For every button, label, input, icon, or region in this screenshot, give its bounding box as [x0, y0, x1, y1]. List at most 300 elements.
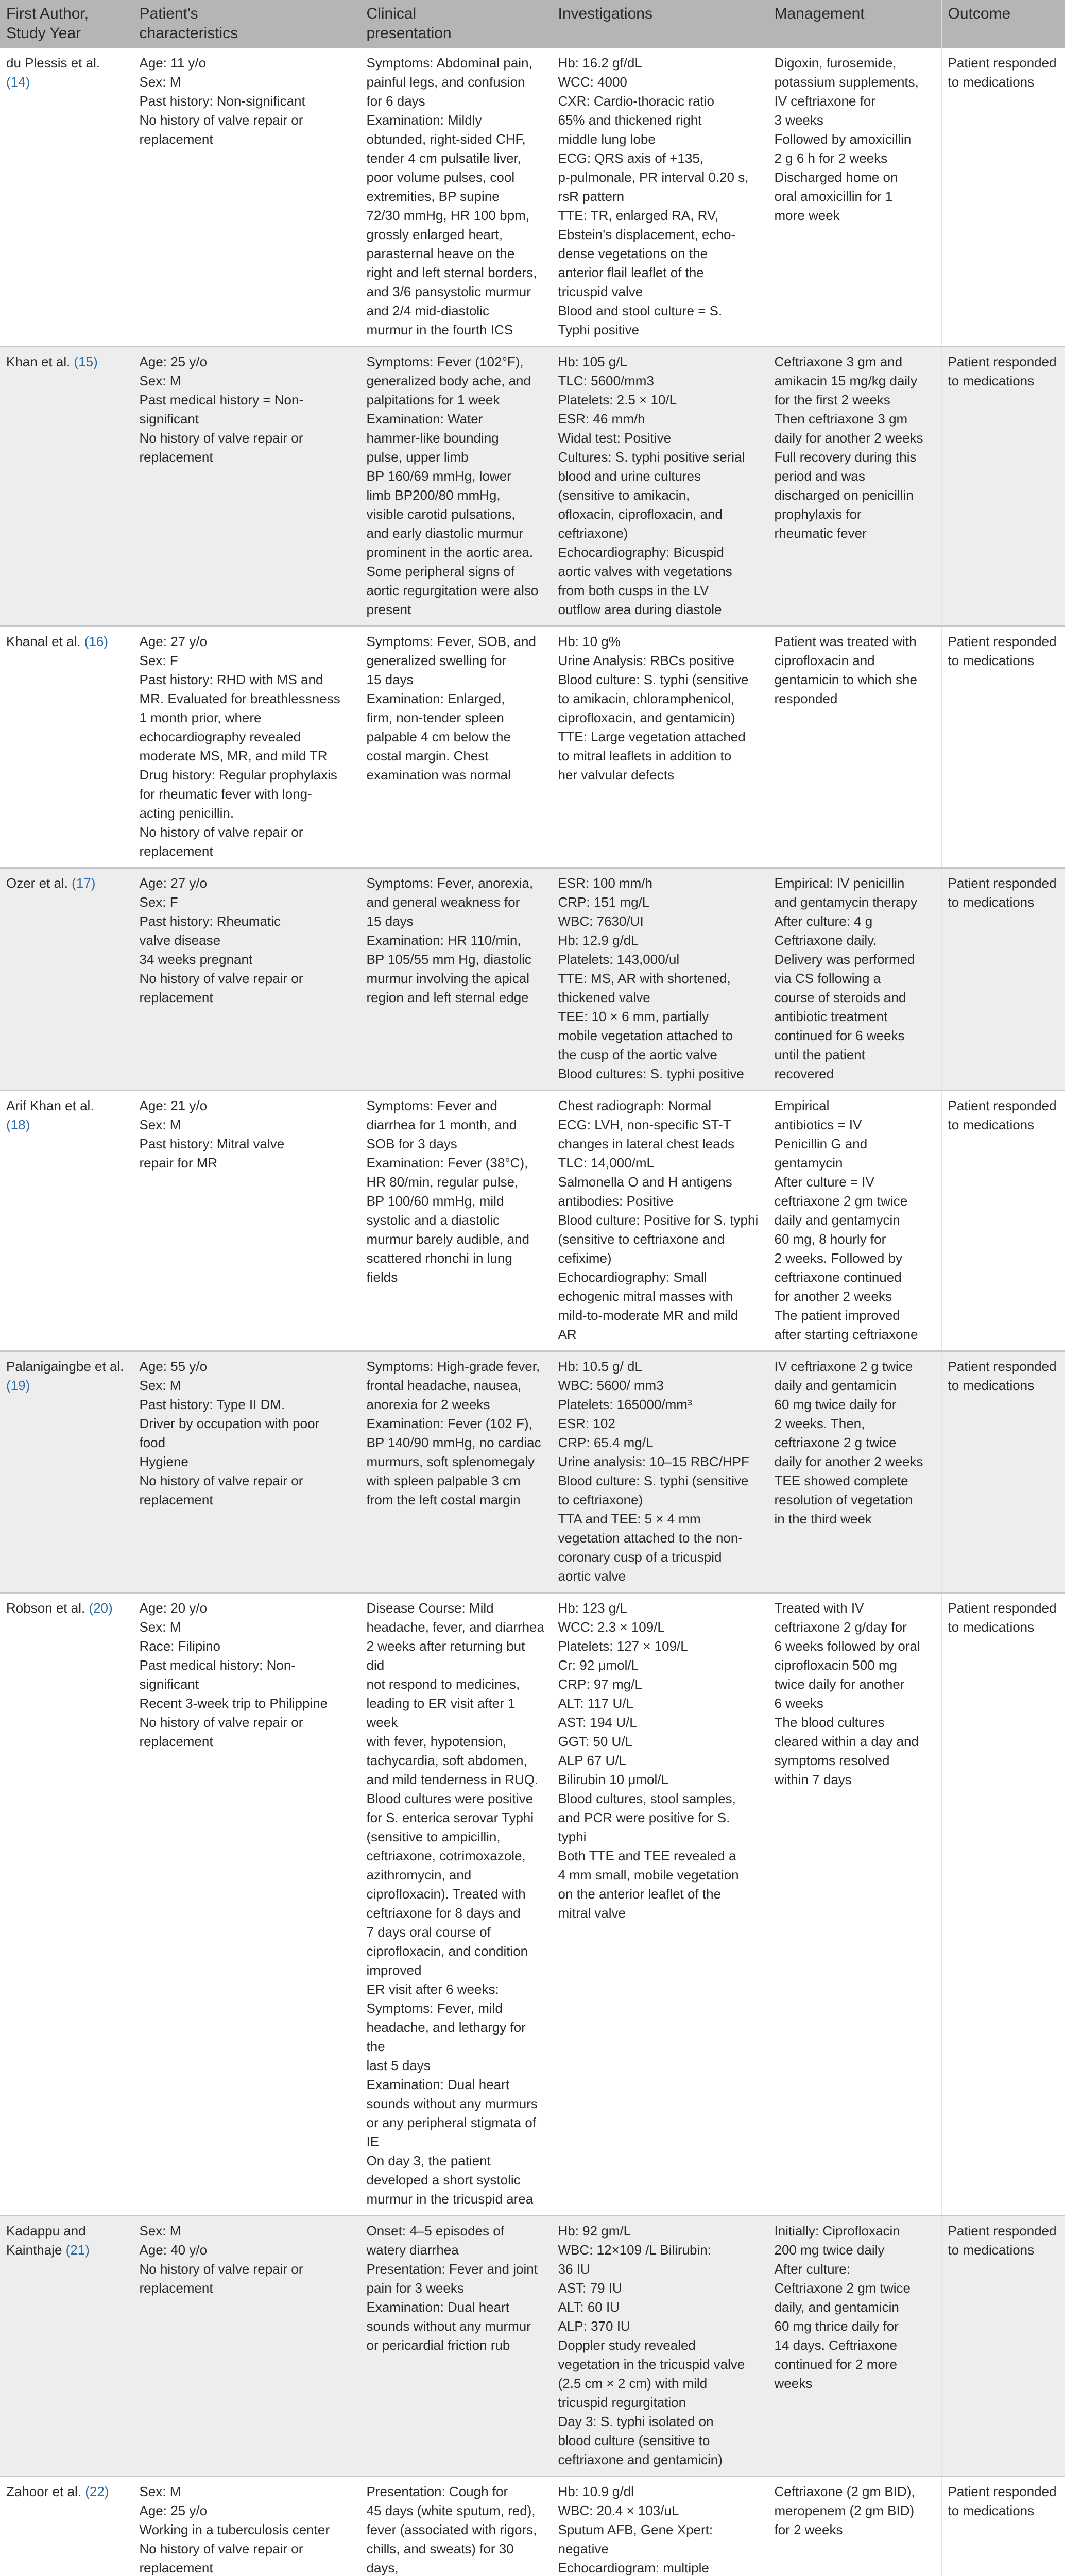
author-text: Robson et al.	[6, 1600, 89, 1616]
presentation-line: 7 days oral course of	[366, 1924, 491, 1940]
investigations-line: ECG: LVH, non-specific ST-T	[558, 1117, 731, 1132]
investigations-line: changes in lateral chest leads	[558, 1136, 735, 1151]
investigations-line: Bilirubin 10 μmol/L	[558, 1772, 668, 1787]
investigations-line: 4 mm small, mobile vegetation	[558, 1867, 739, 1883]
investigations-line: CRP: 65.4 mg/L	[558, 1435, 654, 1450]
characteristics-line: Recent 3-week trip to Philippine	[139, 1696, 328, 1711]
presentation-cell	[360, 48, 552, 347]
outcome-line: to medications	[948, 1619, 1035, 1635]
presentation-line: palpitations for 1 week	[366, 392, 500, 408]
management-line: antibiotic treatment	[774, 1009, 888, 1024]
presentation-line: pain for 3 weeks	[366, 2280, 464, 2296]
presentation-line: poor volume pulses, cool	[366, 170, 515, 185]
management-line: prophylaxis for	[774, 506, 862, 522]
presentation-line: ciprofloxacin, and condition	[366, 1943, 528, 1959]
outcome-line: Patient responded	[948, 1098, 1057, 1113]
header-presentation	[360, 0, 552, 48]
management-line: Ceftriaxone (2 gm BID),	[774, 2484, 915, 2499]
investigations-line: WBC: 5600/ mm3	[558, 1378, 664, 1393]
table-row	[0, 1091, 1065, 1351]
outcome-cell	[941, 1091, 1065, 1351]
presentation-line: visible carotid pulsations,	[366, 506, 516, 522]
presentation-line: with spleen palpable 3 cm	[366, 1473, 521, 1488]
characteristics-line: replacement	[139, 131, 213, 147]
management-line: Ceftriaxone 2 gm twice	[774, 2280, 911, 2296]
characteristics-line: Past history: Type II DM.	[139, 1397, 285, 1412]
presentation-line: not respond to medicines,	[366, 1676, 520, 1692]
investigations-line: ciprofloxacin, and gentamicin)	[558, 710, 735, 725]
investigations-cell	[552, 868, 768, 1091]
characteristics-line: Driver by occupation with poor	[139, 1416, 320, 1431]
presentation-line: On day 3, the patient	[366, 2153, 491, 2168]
reference-link[interactable]: (19)	[6, 1378, 30, 1393]
management-line: amikacin 15 mg/kg daily	[774, 373, 917, 388]
characteristics-line: Drug history: Regular prophylaxis	[139, 767, 337, 783]
investigations-line: ESR: 102	[558, 1416, 615, 1431]
investigations-line: CRP: 151 mg/L	[558, 894, 650, 910]
management-line: 6 weeks followed by oral	[774, 1638, 920, 1654]
investigations-line: ESR: 100 mm/h	[558, 875, 653, 891]
characteristics-cell	[133, 2216, 360, 2477]
presentation-line: leading to ER visit after 1 week	[366, 1696, 516, 1730]
header-characteristics	[133, 0, 360, 48]
investigations-line: WBC: 7630/UI	[558, 913, 644, 929]
author-text: Zahoor et al.	[6, 2484, 85, 2499]
presentation-line: Symptoms: High-grade fever,	[366, 1359, 540, 1374]
investigations-line: vegetation in the tricuspid valve	[558, 2357, 745, 2372]
characteristics-line: acting penicillin.	[139, 805, 234, 821]
investigations-line: mild-to-moderate MR and mild	[558, 1308, 738, 1323]
reference-link[interactable]: (20)	[89, 1600, 113, 1616]
presentation-cell	[360, 626, 552, 868]
header-text: Outcome	[948, 5, 1011, 22]
management-line: course of steroids and	[774, 990, 906, 1005]
management-line: gentamicin to which she	[774, 672, 917, 687]
author-cell	[0, 1593, 133, 2216]
management-line: Empirical: IV penicillin	[774, 875, 905, 891]
header-author	[0, 0, 133, 48]
presentation-line: Examination: Fever (38°C),	[366, 1155, 528, 1171]
outcome-cell	[941, 2477, 1065, 2576]
header-row	[0, 0, 1065, 48]
presentation-cell	[360, 347, 552, 626]
characteristics-line: replacement	[139, 2280, 213, 2296]
management-line: daily and gentamycin	[774, 1212, 900, 1228]
author-text: Arif Khan et al.	[6, 1098, 94, 1113]
presentation-cell	[360, 1593, 552, 2216]
author-text: Kainthaje	[6, 2242, 66, 2258]
table-row	[0, 1593, 1065, 2216]
management-line: 6 weeks	[774, 1696, 823, 1711]
presentation-line: Examination: Mildly	[366, 112, 482, 128]
characteristics-line: Sex: M	[139, 2223, 181, 2239]
characteristics-line: Past history: Non-significant	[139, 93, 305, 109]
investigations-line: ALP: 370 IU	[558, 2318, 630, 2334]
presentation-line: hammer-like bounding	[366, 430, 499, 446]
management-cell	[768, 347, 941, 626]
presentation-line: pulse, upper limb	[366, 449, 469, 465]
presentation-line: azithromycin, and	[366, 1867, 472, 1883]
reference-link[interactable]: (17)	[72, 875, 96, 891]
investigations-line: TLC: 5600/mm3	[558, 373, 654, 388]
header-text: Study Year	[6, 25, 81, 42]
investigations-line: ALP 67 U/L	[558, 1753, 627, 1768]
investigations-line: Cr: 92 μmol/L	[558, 1657, 639, 1673]
management-cell	[768, 626, 941, 868]
management-line: in the third week	[774, 1511, 872, 1527]
header-text: Investigations	[558, 5, 652, 22]
presentation-line: tachycardia, soft abdomen,	[366, 1753, 527, 1768]
investigations-line: Widal test: Positive	[558, 430, 672, 446]
outcome-line: to medications	[948, 373, 1035, 388]
presentation-line: Presentation: Cough for	[366, 2484, 508, 2499]
characteristics-line: No history of valve repair or	[139, 971, 303, 986]
investigations-cell	[552, 2216, 768, 2477]
investigations-line: (sensitive to amikacin,	[558, 487, 690, 503]
table-row	[0, 2216, 1065, 2477]
outcome-line: to medications	[948, 1117, 1035, 1132]
investigations-cell	[552, 626, 768, 868]
management-line: 2 weeks. Followed by	[774, 1250, 903, 1266]
header-text: Clinical	[366, 5, 417, 22]
characteristics-line: Sex: M	[139, 2484, 181, 2499]
investigations-line: Both TTE and TEE revealed a	[558, 1848, 736, 1863]
presentation-line: Examination: Water	[366, 411, 483, 427]
header-text: presentation	[366, 25, 452, 42]
author-cell	[0, 347, 133, 626]
characteristics-line: replacement	[139, 990, 213, 1005]
header-text: Management	[774, 5, 865, 22]
outcome-cell	[941, 1593, 1065, 2216]
investigations-line: GGT: 50 U/L	[558, 1734, 632, 1749]
presentation-line: generalized swelling for	[366, 653, 507, 668]
management-cell	[768, 1593, 941, 2216]
presentation-cell	[360, 2477, 552, 2576]
characteristics-cell	[133, 1351, 360, 1593]
management-line: for another 2 weeks	[774, 1289, 892, 1304]
presentation-line: present	[366, 602, 411, 617]
investigations-line: Hb: 123 g/L	[558, 1600, 627, 1616]
investigations-line: tricuspid regurgitation	[558, 2395, 686, 2410]
presentation-line: and general weakness for	[366, 894, 520, 910]
investigations-line: rsR pattern	[558, 189, 625, 204]
author-cell	[0, 2477, 133, 2576]
presentation-line: 2 weeks after returning but did	[366, 1638, 525, 1673]
header-outcome	[941, 0, 1065, 48]
management-line: symptoms resolved	[774, 1753, 890, 1768]
investigations-line: Sputum AFB, Gene Xpert:	[558, 2522, 713, 2537]
outcome-line: to medications	[948, 894, 1035, 910]
investigations-line: AST: 194 U/L	[558, 1715, 637, 1730]
management-line: daily for another 2 weeks	[774, 1454, 923, 1469]
presentation-line: aortic regurgitation were also	[366, 583, 539, 598]
presentation-line: Some peripheral signs of	[366, 564, 515, 579]
presentation-line: for S. enterica serovar Typhi	[366, 1810, 534, 1825]
investigations-line: Blood and stool culture = S.	[558, 303, 723, 318]
characteristics-line: Sex: M	[139, 1619, 181, 1635]
management-line: 14 days. Ceftriaxone	[774, 2337, 897, 2353]
presentation-line: murmur involving the apical	[366, 971, 529, 986]
management-line: ceftriaxone continued	[774, 1269, 902, 1285]
management-line: 60 mg thrice daily for	[774, 2318, 899, 2334]
characteristics-line: Age: 25 y/o	[139, 2503, 208, 2518]
management-line: Initially: Ciprofloxacin	[774, 2223, 900, 2239]
management-line: cleared within a day and	[774, 1734, 919, 1749]
presentation-line: BP 160/69 mmHg, lower	[366, 468, 511, 484]
investigations-line: WBC: 20.4 × 103/uL	[558, 2503, 679, 2518]
author-text: Ozer et al.	[6, 875, 72, 891]
reference-link[interactable]: (21)	[65, 2242, 90, 2258]
management-line: potassium supplements,	[774, 74, 919, 90]
management-line: oral amoxicillin for 1	[774, 189, 893, 204]
investigations-line: Platelets: 143,000/ul	[558, 952, 680, 967]
investigations-line: 36 IU	[558, 2261, 590, 2277]
author-cell	[0, 1351, 133, 1593]
investigations-line: tricuspid valve	[558, 284, 643, 299]
presentation-line: parasternal heave on the	[366, 246, 515, 261]
presentation-line: 45 days (white sputum, red),	[366, 2503, 536, 2518]
reference-link[interactable]: (16)	[84, 634, 109, 649]
presentation-line: BP 140/90 mmHg, no cardiac	[366, 1435, 541, 1450]
presentation-line: generalized body ache, and	[366, 373, 531, 388]
table-row	[0, 347, 1065, 626]
presentation-line: diarrhea for 1 month, and	[366, 1117, 517, 1132]
presentation-line: 72/30 mmHg, HR 100 bpm,	[366, 208, 529, 223]
presentation-line: Symptoms: Fever, mild	[366, 2001, 503, 2016]
investigations-cell	[552, 2477, 768, 2576]
management-cell	[768, 2216, 941, 2477]
table-header	[0, 0, 1065, 48]
presentation-line: and mild tenderness in RUQ.	[366, 1772, 539, 1787]
investigations-line: (sensitive to ceftriaxone and	[558, 1231, 725, 1247]
presentation-line: limb BP200/80 mmHg,	[366, 487, 501, 503]
presentation-line: obtunded, right-sided CHF,	[366, 131, 526, 147]
management-line: The blood cultures	[774, 1715, 885, 1730]
investigations-cell	[552, 1593, 768, 2216]
investigations-line: Echocardiography: Bicuspid	[558, 545, 724, 560]
characteristics-line: significant	[139, 1676, 199, 1692]
management-line: daily and gentamicin	[774, 1378, 897, 1393]
investigations-line: typhi	[558, 1829, 587, 1844]
outcome-line: Patient responded	[948, 354, 1057, 369]
investigations-line: Blood culture: Positive for S. typhi	[558, 1212, 759, 1228]
presentation-line: extremities, BP supine	[366, 189, 500, 204]
header-text: First Author,	[6, 5, 89, 22]
characteristics-cell	[133, 1091, 360, 1351]
reference-link[interactable]: (18)	[6, 1117, 30, 1132]
presentation-line: sounds without any murmurs	[366, 2096, 538, 2111]
investigations-line: TEE: 10 × 6 mm, partially	[558, 1009, 709, 1024]
characteristics-line: Sex: M	[139, 1117, 181, 1132]
presentation-line: (sensitive to ampicillin,	[366, 1829, 501, 1844]
characteristics-line: replacement	[139, 449, 213, 465]
management-line: ceftriaxone 2 g/day for	[774, 1619, 907, 1635]
reference-link[interactable]: (22)	[85, 2484, 109, 2499]
characteristics-line: Past medical history = Non-	[139, 392, 304, 408]
management-cell	[768, 48, 941, 347]
investigations-line: antibodies: Positive	[558, 1193, 674, 1209]
header-management	[768, 0, 941, 48]
presentation-line: painful legs, and confusion	[366, 74, 525, 90]
characteristics-line: No history of valve repair or	[139, 2261, 303, 2277]
investigations-line: 65% and thickened right	[558, 112, 702, 128]
management-line: 3 weeks	[774, 112, 823, 128]
management-line: Patient was treated with	[774, 634, 917, 649]
author-text: Khanal et al.	[6, 634, 84, 649]
investigations-line: Chest radiograph: Normal	[558, 1098, 712, 1113]
presentation-line: Blood cultures were positive	[366, 1791, 534, 1806]
investigations-line: ALT: 117 U/L	[558, 1696, 633, 1711]
management-line: weeks	[774, 2376, 813, 2391]
presentation-line: headache, and lethargy for the	[366, 2020, 526, 2054]
presentation-line: developed a short systolic	[366, 2172, 521, 2188]
outcome-line: Patient responded	[948, 2223, 1057, 2239]
management-line: Followed by amoxicillin	[774, 131, 912, 147]
characteristics-line: Age: 55 y/o	[139, 1359, 208, 1374]
management-line: 2 weeks. Then,	[774, 1416, 865, 1431]
management-line: continued for 6 weeks	[774, 1028, 905, 1043]
investigations-line: Doppler study revealed	[558, 2337, 696, 2353]
investigations-line: negative	[558, 2541, 609, 2556]
characteristics-line: No history of valve repair or	[139, 1715, 303, 1730]
reference-link[interactable]: (14)	[6, 74, 30, 90]
management-line: The patient improved	[774, 1308, 900, 1323]
investigations-line: Day 3: S. typhi isolated on	[558, 2414, 714, 2429]
author-text: Kadappu and	[6, 2223, 86, 2239]
presentation-line: anorexia for 2 weeks	[366, 1397, 490, 1412]
header-text: characteristics	[139, 25, 238, 42]
management-line: Empirical	[774, 1098, 830, 1113]
investigations-line: and PCR were positive for S.	[558, 1810, 730, 1825]
outcome-line: to medications	[948, 2503, 1035, 2518]
investigations-cell	[552, 1351, 768, 1593]
investigations-line: TTA and TEE: 5 × 4 mm	[558, 1511, 701, 1527]
investigations-line: Ebstein's displacement, echo-	[558, 227, 736, 242]
table-row	[0, 48, 1065, 347]
management-line: Discharged home on	[774, 170, 898, 185]
presentation-line: with fever, hypotension,	[366, 1734, 507, 1749]
table-row	[0, 2477, 1065, 2576]
management-line: Delivery was performed	[774, 952, 915, 967]
presentation-line: 15 days	[366, 913, 414, 929]
characteristics-line: Race: Filipino	[139, 1638, 221, 1654]
characteristics-line: 1 month prior, where	[139, 710, 262, 725]
presentation-line: watery diarrhea	[366, 2242, 459, 2258]
investigations-line: her valvular defects	[558, 767, 674, 783]
management-line: discharged on penicillin	[774, 487, 914, 503]
investigations-line: WCC: 4000	[558, 74, 627, 90]
presentation-line: Examination: Fever (102 F),	[366, 1416, 532, 1431]
presentation-line: Symptoms: Abdominal pain,	[366, 55, 532, 71]
presentation-line: fields	[366, 1269, 398, 1285]
management-line: for the first 2 weeks	[774, 392, 890, 408]
characteristics-line: food	[139, 1435, 166, 1450]
characteristics-line: 34 weeks pregnant	[139, 952, 253, 967]
presentation-line: IE	[366, 2134, 380, 2149]
management-line: gentamycin	[774, 1155, 843, 1171]
investigations-line: ofloxacin, ciprofloxacin, and	[558, 506, 723, 522]
author-cell	[0, 626, 133, 868]
investigations-cell	[552, 347, 768, 626]
presentation-line: murmur in the tricuspid area	[366, 2191, 534, 2207]
reference-link[interactable]: (15)	[74, 354, 98, 369]
investigations-line: TTE: Large vegetation attached	[558, 729, 746, 744]
investigations-line: Hb: 10.9 g/dl	[558, 2484, 634, 2499]
outcome-cell	[941, 347, 1065, 626]
presentation-line: tender 4 cm pulsatile liver,	[366, 150, 522, 166]
investigations-line: Blood cultures: S. typhi positive	[558, 1066, 744, 1081]
presentation-line: systolic and a diastolic	[366, 1212, 500, 1228]
investigations-line: anterior flail leaflet of the	[558, 265, 704, 280]
characteristics-line: Working in a tuberculosis center	[139, 2522, 330, 2537]
outcome-line: Patient responded	[948, 1359, 1057, 1374]
characteristics-line: Age: 27 y/o	[139, 634, 208, 649]
presentation-line: Examination: HR 110/min,	[366, 933, 521, 948]
investigations-line: Blood cultures, stool samples,	[558, 1791, 736, 1806]
investigations-line: ceftriaxone and gentamicin)	[558, 2452, 723, 2467]
presentation-line: and 2/4 mid-diastolic	[366, 303, 489, 318]
management-line: After culture: 4 g	[774, 913, 873, 929]
characteristics-cell	[133, 1593, 360, 2216]
characteristics-line: repair for MR	[139, 1155, 218, 1171]
investigations-line: Echocardiography: Small	[558, 1269, 707, 1285]
investigations-line: p-pulmonale, PR interval 0.20 s,	[558, 170, 749, 185]
management-line: Penicillin G and	[774, 1136, 868, 1151]
presentation-line: prominent in the aortic area.	[366, 545, 534, 560]
management-line: after starting ceftriaxone	[774, 1327, 918, 1342]
presentation-cell	[360, 1351, 552, 1593]
presentation-line: BP 100/60 mmHg, mild	[366, 1193, 504, 1209]
presentation-line: murmur barely audible, and	[366, 1231, 529, 1247]
characteristics-line: Age: 27 y/o	[139, 875, 208, 891]
presentation-line: region and left sternal edge	[366, 990, 529, 1005]
investigations-line: Hb: 10 g%	[558, 634, 621, 649]
management-line: ceftriaxone 2 gm twice	[774, 1193, 908, 1209]
outcome-line: Patient responded	[948, 1600, 1057, 1616]
table-row	[0, 1351, 1065, 1593]
characteristics-line: echocardiography revealed	[139, 729, 301, 744]
management-cell	[768, 868, 941, 1091]
investigations-line: mitral valve	[558, 1905, 626, 1921]
presentation-line: Symptoms: Fever and	[366, 1098, 497, 1113]
investigations-line: Hb: 16.2 gf/dL	[558, 55, 642, 71]
investigations-line: cefixime)	[558, 1250, 612, 1266]
investigations-line: blood and urine cultures	[558, 468, 701, 484]
investigations-line: TLC: 14,000/mL	[558, 1155, 654, 1171]
management-line: Digoxin, furosemide,	[774, 55, 897, 71]
management-line: IV ceftriaxone for	[774, 93, 876, 109]
presentation-line: Presentation: Fever and joint	[366, 2261, 538, 2277]
characteristics-cell	[133, 48, 360, 347]
management-line: 200 mg twice daily	[774, 2242, 885, 2258]
presentation-line: Examination: Enlarged,	[366, 691, 505, 706]
header-investigations	[552, 0, 768, 48]
characteristics-line: Age: 40 y/o	[139, 2242, 208, 2258]
investigations-line: Blood culture: S. typhi (sensitive	[558, 672, 749, 687]
management-line: Full recovery during this	[774, 449, 917, 465]
characteristics-line: Age: 21 y/o	[139, 1098, 208, 1113]
investigations-line: to amikacin, chloramphenicol,	[558, 691, 734, 706]
outcome-cell	[941, 2216, 1065, 2477]
presentation-line: for 6 days	[366, 93, 425, 109]
management-line: Ceftriaxone 3 gm and	[774, 354, 903, 369]
author-cell	[0, 2216, 133, 2477]
management-cell	[768, 1091, 941, 1351]
characteristics-line: Sex: F	[139, 894, 178, 910]
presentation-line: chills, and sweats) for 30 days,	[366, 2541, 514, 2575]
outcome-line: Patient responded	[948, 2484, 1057, 2499]
characteristics-line: moderate MS, MR, and mild TR	[139, 748, 328, 764]
